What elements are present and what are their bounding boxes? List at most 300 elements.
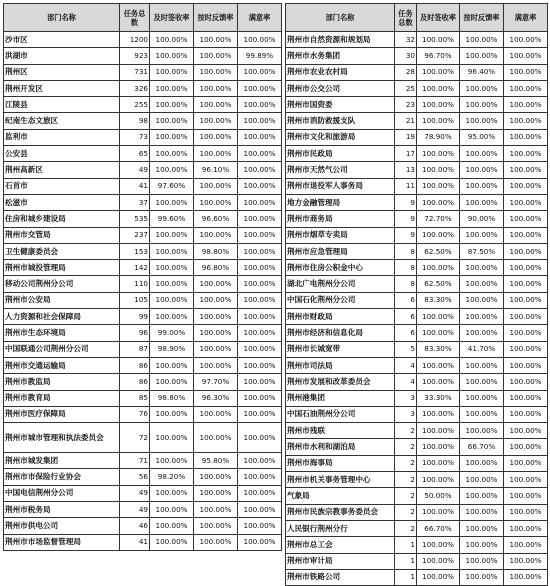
timely-rate-cell: 72.70%: [417, 211, 460, 227]
feedback-rate-cell: 100.00%: [460, 32, 504, 48]
timely-rate-cell: 100.00%: [150, 194, 194, 210]
timely-rate-cell: 100.00%: [417, 504, 460, 520]
satisfaction-rate-cell: 100.00%: [504, 537, 548, 553]
feedback-rate-cell: 98.80%: [194, 243, 238, 259]
feedback-rate-cell: 100.00%: [194, 146, 238, 162]
table-row: [4, 113, 282, 129]
satisfaction-rate-cell: 100.00%: [238, 406, 282, 422]
dept-cell: 荆州高新区: [4, 162, 120, 178]
timely-rate-cell: 97.60%: [150, 178, 194, 194]
table-row: [286, 325, 548, 341]
satisfaction-rate-cell: 100.00%: [504, 569, 548, 585]
feedback-rate-cell: 100.00%: [460, 48, 504, 64]
dept-cell: 人力资源和社会保障局: [4, 309, 120, 325]
tasks-cell: 3: [395, 406, 417, 422]
tasks-cell: 76: [120, 406, 150, 422]
dept-cell: 荆州市市保险行业协会: [4, 469, 120, 485]
feedback-rate-cell: 100.00%: [460, 162, 504, 178]
table-row: [286, 162, 548, 178]
table-row: [286, 406, 548, 422]
timely-rate-cell: 100.00%: [150, 64, 194, 80]
feedback-rate-cell: 100.00%: [194, 485, 238, 501]
satisfaction-rate-cell: 100.00%: [504, 439, 548, 455]
dept-cell: 荆州市财政局: [286, 309, 395, 325]
tasks-cell: 41: [120, 178, 150, 194]
satisfaction-rate-cell: 100.00%: [238, 341, 282, 357]
feedback-rate-cell: 100.00%: [460, 276, 504, 292]
dept-cell: 荆州市教监局: [4, 374, 120, 390]
satisfaction-rate-cell: 100.00%: [504, 129, 548, 145]
timely-rate-cell: 100.00%: [150, 423, 194, 453]
table-row: [4, 129, 282, 145]
timely-rate-cell: 100.00%: [417, 113, 460, 129]
feedback-rate-cell: 96.40%: [460, 64, 504, 80]
table-row: [4, 469, 282, 485]
table-row: [4, 80, 282, 96]
feedback-rate-cell: 96.60%: [194, 211, 238, 227]
tasks-cell: 1: [395, 569, 417, 585]
timely-rate-cell: 100.00%: [150, 309, 194, 325]
tasks-cell: 37: [120, 194, 150, 210]
feedback-rate-cell: 100.00%: [194, 178, 238, 194]
table-row: [286, 48, 548, 64]
tasks-cell: 28: [395, 64, 417, 80]
table-row: [286, 32, 548, 48]
left-table: [3, 3, 282, 551]
feedback-rate-cell: 100.00%: [194, 113, 238, 129]
satisfaction-rate-cell: 100.00%: [238, 423, 282, 453]
timely-rate-cell: 62.50%: [417, 243, 460, 259]
feedback-rate-cell: 100.00%: [194, 406, 238, 422]
timely-rate-cell: 100.00%: [150, 406, 194, 422]
satisfaction-rate-cell: 100.00%: [238, 534, 282, 550]
table-row: [4, 406, 282, 422]
timely-rate-cell: 100.00%: [150, 32, 194, 48]
feedback-rate-cell: 96.80%: [194, 260, 238, 276]
dept-cell: 中国电信荆州分公司: [4, 485, 120, 501]
dept-cell: 荆州市总工会: [286, 537, 395, 553]
satisfaction-rate-cell: 100.00%: [238, 469, 282, 485]
satisfaction-rate-cell: 100.00%: [504, 48, 548, 64]
satisfaction-rate-cell: 100.00%: [238, 178, 282, 194]
timely-rate-cell: 66.70%: [417, 520, 460, 536]
tasks-cell: 1: [395, 537, 417, 553]
table-row: [4, 485, 282, 501]
table-row: [286, 64, 548, 80]
satisfaction-rate-cell: 99.89%: [238, 48, 282, 64]
feedback-rate-cell: 100.00%: [460, 357, 504, 373]
feedback-rate-cell: 100.00%: [194, 423, 238, 453]
timely-rate-cell: 98.20%: [150, 469, 194, 485]
satisfaction-rate-cell: 100.00%: [504, 325, 548, 341]
timely-rate-cell: 100.00%: [150, 243, 194, 259]
header-dept: 部门名称: [4, 4, 120, 32]
table-row: [286, 488, 548, 504]
tasks-cell: 96: [120, 325, 150, 341]
dept-cell: 地方金融管理局: [286, 194, 395, 210]
tasks-cell: 6: [395, 309, 417, 325]
dept-cell: 气象局: [286, 488, 395, 504]
timely-rate-cell: 100.00%: [417, 455, 460, 471]
dept-cell: 荆州开发区: [4, 80, 120, 96]
feedback-rate-cell: 100.00%: [194, 80, 238, 96]
satisfaction-rate-cell: 100.00%: [504, 194, 548, 210]
timely-rate-cell: 100.00%: [417, 309, 460, 325]
satisfaction-rate-cell: 100.00%: [238, 260, 282, 276]
satisfaction-rate-cell: 100.00%: [238, 453, 282, 469]
tasks-cell: 17: [395, 146, 417, 162]
table-row: [286, 341, 548, 357]
satisfaction-rate-cell: 100.00%: [504, 80, 548, 96]
report-tables: [3, 3, 547, 582]
tasks-cell: 85: [120, 390, 150, 406]
dept-cell: 公安县: [4, 146, 120, 162]
timely-rate-cell: 83.30%: [417, 292, 460, 308]
tasks-cell: 1200: [120, 32, 150, 48]
dept-cell: 荆州市残联: [286, 423, 395, 439]
tasks-cell: 2: [395, 455, 417, 471]
dept-cell: 荆州市税务局: [4, 502, 120, 518]
dept-cell: 荆州市国资委: [286, 97, 395, 113]
timely-rate-cell: 99.00%: [150, 325, 194, 341]
satisfaction-rate-cell: 100.00%: [504, 390, 548, 406]
table-row: [286, 390, 548, 406]
table-row: [286, 276, 548, 292]
tasks-cell: 1: [395, 553, 417, 569]
tasks-cell: 72: [120, 423, 150, 453]
tasks-cell: 46: [120, 518, 150, 534]
dept-cell: 石首市: [4, 178, 120, 194]
timely-rate-cell: 100.00%: [417, 374, 460, 390]
table-row: [286, 537, 548, 553]
timely-rate-cell: 100.00%: [150, 292, 194, 308]
dept-cell: 中国石油荆州分公司: [286, 406, 395, 422]
tasks-cell: 2: [395, 439, 417, 455]
tasks-cell: 56: [120, 469, 150, 485]
table-row: [4, 276, 282, 292]
tasks-cell: 2: [395, 488, 417, 504]
dept-cell: 中国联通公司荆州分公司: [4, 341, 120, 357]
feedback-rate-cell: 96.30%: [194, 390, 238, 406]
tasks-cell: 41: [120, 534, 150, 550]
tasks-cell: 23: [395, 97, 417, 113]
satisfaction-rate-cell: 100.00%: [238, 113, 282, 129]
satisfaction-rate-cell: 100.00%: [504, 406, 548, 422]
tasks-cell: 99: [120, 309, 150, 325]
table-row: [286, 211, 548, 227]
table-row: [286, 357, 548, 373]
tasks-cell: 25: [395, 80, 417, 96]
dept-cell: 荆州市供电公司: [4, 518, 120, 534]
tasks-cell: 9: [395, 211, 417, 227]
satisfaction-rate-cell: 100.00%: [504, 162, 548, 178]
timely-rate-cell: 100.00%: [417, 80, 460, 96]
tasks-cell: 153: [120, 243, 150, 259]
satisfaction-rate-cell: 100.00%: [238, 32, 282, 48]
table-row: [286, 553, 548, 569]
header-satisfaction: 满意率: [504, 4, 548, 32]
tasks-cell: 8: [395, 260, 417, 276]
right-header-row: [286, 4, 548, 32]
dept-cell: 洪湖市: [4, 48, 120, 64]
satisfaction-rate-cell: 100.00%: [504, 309, 548, 325]
header-timely: 及时签收率: [150, 4, 194, 32]
satisfaction-rate-cell: 100.00%: [238, 97, 282, 113]
tasks-cell: 11: [395, 178, 417, 194]
timely-rate-cell: 100.00%: [150, 129, 194, 145]
satisfaction-rate-cell: 100.00%: [238, 390, 282, 406]
timely-rate-cell: 100.00%: [417, 178, 460, 194]
timely-rate-cell: 100.00%: [417, 472, 460, 488]
feedback-rate-cell: 100.00%: [460, 520, 504, 536]
dept-cell: 荆州市水利和湖泊局: [286, 439, 395, 455]
feedback-rate-cell: 100.00%: [460, 178, 504, 194]
table-row: [4, 178, 282, 194]
feedback-rate-cell: 90.00%: [460, 211, 504, 227]
satisfaction-rate-cell: 100.00%: [238, 485, 282, 501]
tasks-cell: 19: [395, 129, 417, 145]
table-row: [286, 569, 548, 585]
timely-rate-cell: 100.00%: [417, 423, 460, 439]
timely-rate-cell: 50.00%: [417, 488, 460, 504]
right-table: [285, 3, 548, 586]
timely-rate-cell: 98.80%: [150, 390, 194, 406]
timely-rate-cell: 100.00%: [150, 260, 194, 276]
satisfaction-rate-cell: 100.00%: [504, 97, 548, 113]
feedback-rate-cell: 100.00%: [460, 260, 504, 276]
timely-rate-cell: 100.00%: [150, 227, 194, 243]
tasks-cell: 110: [120, 276, 150, 292]
timely-rate-cell: 100.00%: [150, 502, 194, 518]
feedback-rate-cell: 100.00%: [460, 80, 504, 96]
tasks-cell: 5: [395, 341, 417, 357]
header-satisfaction: 满意率: [238, 4, 282, 32]
satisfaction-rate-cell: 100.00%: [504, 227, 548, 243]
dept-cell: 松滋市: [4, 194, 120, 210]
satisfaction-rate-cell: 100.00%: [504, 374, 548, 390]
table-row: [286, 504, 548, 520]
table-row: [4, 211, 282, 227]
feedback-rate-cell: 100.00%: [194, 48, 238, 64]
satisfaction-rate-cell: 100.00%: [238, 309, 282, 325]
timely-rate-cell: 100.00%: [150, 453, 194, 469]
table-row: [286, 292, 548, 308]
satisfaction-rate-cell: 100.00%: [238, 243, 282, 259]
table-row: [4, 341, 282, 357]
satisfaction-rate-cell: 100.00%: [238, 146, 282, 162]
satisfaction-rate-cell: 100.00%: [504, 146, 548, 162]
satisfaction-rate-cell: 100.00%: [504, 520, 548, 536]
dept-cell: 监利市: [4, 129, 120, 145]
tasks-cell: 86: [120, 357, 150, 373]
tasks-cell: 73: [120, 129, 150, 145]
table-row: [286, 309, 548, 325]
dept-cell: 沙市区: [4, 32, 120, 48]
tasks-cell: 2: [395, 423, 417, 439]
feedback-rate-cell: 100.00%: [460, 113, 504, 129]
table-row: [286, 178, 548, 194]
feedback-rate-cell: 100.00%: [460, 406, 504, 422]
dept-cell: 荆州市审计局: [286, 553, 395, 569]
satisfaction-rate-cell: 100.00%: [238, 374, 282, 390]
timely-rate-cell: 98.90%: [150, 341, 194, 357]
dept-cell: 荆州市公安局: [4, 292, 120, 308]
feedback-rate-cell: 100.00%: [194, 341, 238, 357]
dept-cell: 荆州市海事局: [286, 455, 395, 471]
tasks-cell: 105: [120, 292, 150, 308]
timely-rate-cell: 100.00%: [150, 80, 194, 96]
dept-cell: 荆州市水务集团: [286, 48, 395, 64]
dept-cell: 江陵县: [4, 97, 120, 113]
timely-rate-cell: 100.00%: [417, 439, 460, 455]
timely-rate-cell: 100.00%: [150, 97, 194, 113]
left-header-row: [4, 4, 282, 32]
feedback-rate-cell: 100.00%: [460, 227, 504, 243]
timely-rate-cell: 100.00%: [417, 537, 460, 553]
feedback-rate-cell: 100.00%: [194, 309, 238, 325]
satisfaction-rate-cell: 100.00%: [238, 325, 282, 341]
feedback-rate-cell: 100.00%: [194, 227, 238, 243]
feedback-rate-cell: 100.00%: [460, 325, 504, 341]
dept-cell: 荆州市生态环境局: [4, 325, 120, 341]
satisfaction-rate-cell: 100.00%: [504, 553, 548, 569]
satisfaction-rate-cell: 100.00%: [238, 211, 282, 227]
tasks-cell: 2: [395, 504, 417, 520]
feedback-rate-cell: 100.00%: [194, 97, 238, 113]
tasks-cell: 32: [395, 32, 417, 48]
timely-rate-cell: 100.00%: [150, 276, 194, 292]
header-timely: 及时签收率: [417, 4, 460, 32]
feedback-rate-cell: 100.00%: [460, 472, 504, 488]
feedback-rate-cell: 100.00%: [194, 64, 238, 80]
tasks-cell: 6: [395, 292, 417, 308]
dept-cell: 中国石化荆州分公司: [286, 292, 395, 308]
tasks-cell: 87: [120, 341, 150, 357]
tasks-cell: 9: [395, 194, 417, 210]
feedback-rate-cell: 100.00%: [460, 374, 504, 390]
table-row: [4, 325, 282, 341]
header-dept: 部门名称: [286, 4, 395, 32]
timely-rate-cell: 78.90%: [417, 129, 460, 145]
timely-rate-cell: 100.00%: [150, 113, 194, 129]
header-tasks: 任务总数: [120, 4, 150, 32]
dept-cell: 荆州市城投管理局: [4, 260, 120, 276]
tasks-cell: 8: [395, 276, 417, 292]
feedback-rate-cell: 100.00%: [460, 455, 504, 471]
tasks-cell: 535: [120, 211, 150, 227]
satisfaction-rate-cell: 100.00%: [504, 64, 548, 80]
timely-rate-cell: 100.00%: [417, 97, 460, 113]
satisfaction-rate-cell: 100.00%: [504, 292, 548, 308]
timely-rate-cell: 100.00%: [150, 534, 194, 550]
timely-rate-cell: 100.00%: [417, 162, 460, 178]
feedback-rate-cell: 100.00%: [460, 194, 504, 210]
feedback-rate-cell: 100.00%: [194, 469, 238, 485]
tasks-cell: 142: [120, 260, 150, 276]
table-row: [286, 439, 548, 455]
satisfaction-rate-cell: 100.00%: [504, 488, 548, 504]
satisfaction-rate-cell: 100.00%: [504, 211, 548, 227]
feedback-rate-cell: 95.80%: [194, 453, 238, 469]
tasks-cell: 4: [395, 357, 417, 373]
feedback-rate-cell: 100.00%: [194, 276, 238, 292]
dept-cell: 纪南生态文旅区: [4, 113, 120, 129]
timely-rate-cell: 100.00%: [417, 260, 460, 276]
table-row: [286, 374, 548, 390]
timely-rate-cell: 100.00%: [417, 194, 460, 210]
table-row: [4, 194, 282, 210]
timely-rate-cell: 100.00%: [417, 357, 460, 373]
feedback-rate-cell: 100.00%: [460, 423, 504, 439]
table-row: [4, 309, 282, 325]
dept-cell: 住房和城乡建设局: [4, 211, 120, 227]
dept-cell: 荆州市退役军人事务局: [286, 178, 395, 194]
dept-cell: 移动公司荆州分公司: [4, 276, 120, 292]
table-row: [4, 97, 282, 113]
table-row: [286, 129, 548, 145]
satisfaction-rate-cell: 100.00%: [504, 178, 548, 194]
dept-cell: 荆州市司法局: [286, 357, 395, 373]
table-row: [4, 162, 282, 178]
dept-cell: 荆州市教育局: [4, 390, 120, 406]
table-row: [286, 194, 548, 210]
tasks-cell: 86: [120, 374, 150, 390]
table-row: [286, 113, 548, 129]
satisfaction-rate-cell: 100.00%: [504, 243, 548, 259]
timely-rate-cell: 100.00%: [417, 146, 460, 162]
satisfaction-rate-cell: 100.00%: [238, 292, 282, 308]
feedback-rate-cell: 100.00%: [460, 569, 504, 585]
table-row: [286, 80, 548, 96]
table-row: [286, 227, 548, 243]
dept-cell: 荆州市市场监督管理局: [4, 534, 120, 550]
feedback-rate-cell: 100.00%: [460, 292, 504, 308]
table-row: [4, 357, 282, 373]
table-row: [4, 374, 282, 390]
satisfaction-rate-cell: 100.00%: [238, 276, 282, 292]
feedback-rate-cell: 95.00%: [460, 129, 504, 145]
tasks-cell: 65: [120, 146, 150, 162]
timely-rate-cell: 100.00%: [150, 357, 194, 373]
dept-cell: 荆州市经济和信息化局: [286, 325, 395, 341]
timely-rate-cell: 100.00%: [417, 64, 460, 80]
table-row: [286, 97, 548, 113]
tasks-cell: 6: [395, 325, 417, 341]
table-row: [4, 423, 282, 453]
table-row: [4, 243, 282, 259]
table-row: [4, 453, 282, 469]
table-row: [286, 455, 548, 471]
header-feedback: 按时反馈率: [460, 4, 504, 32]
dept-cell: 荆州市民政局: [286, 146, 395, 162]
tasks-cell: 3: [395, 390, 417, 406]
timely-rate-cell: 100.00%: [417, 325, 460, 341]
satisfaction-rate-cell: 100.00%: [504, 423, 548, 439]
tasks-cell: 731: [120, 64, 150, 80]
dept-cell: 荆州市消防救援支队: [286, 113, 395, 129]
satisfaction-rate-cell: 100.00%: [238, 357, 282, 373]
satisfaction-rate-cell: 100.00%: [504, 32, 548, 48]
table-row: [4, 260, 282, 276]
tasks-cell: 4: [395, 374, 417, 390]
feedback-rate-cell: 100.00%: [194, 357, 238, 373]
satisfaction-rate-cell: 100.00%: [504, 455, 548, 471]
feedback-rate-cell: 100.00%: [194, 502, 238, 518]
table-row: [4, 48, 282, 64]
tasks-cell: 21: [395, 113, 417, 129]
feedback-rate-cell: 41.70%: [460, 341, 504, 357]
satisfaction-rate-cell: 100.00%: [504, 276, 548, 292]
